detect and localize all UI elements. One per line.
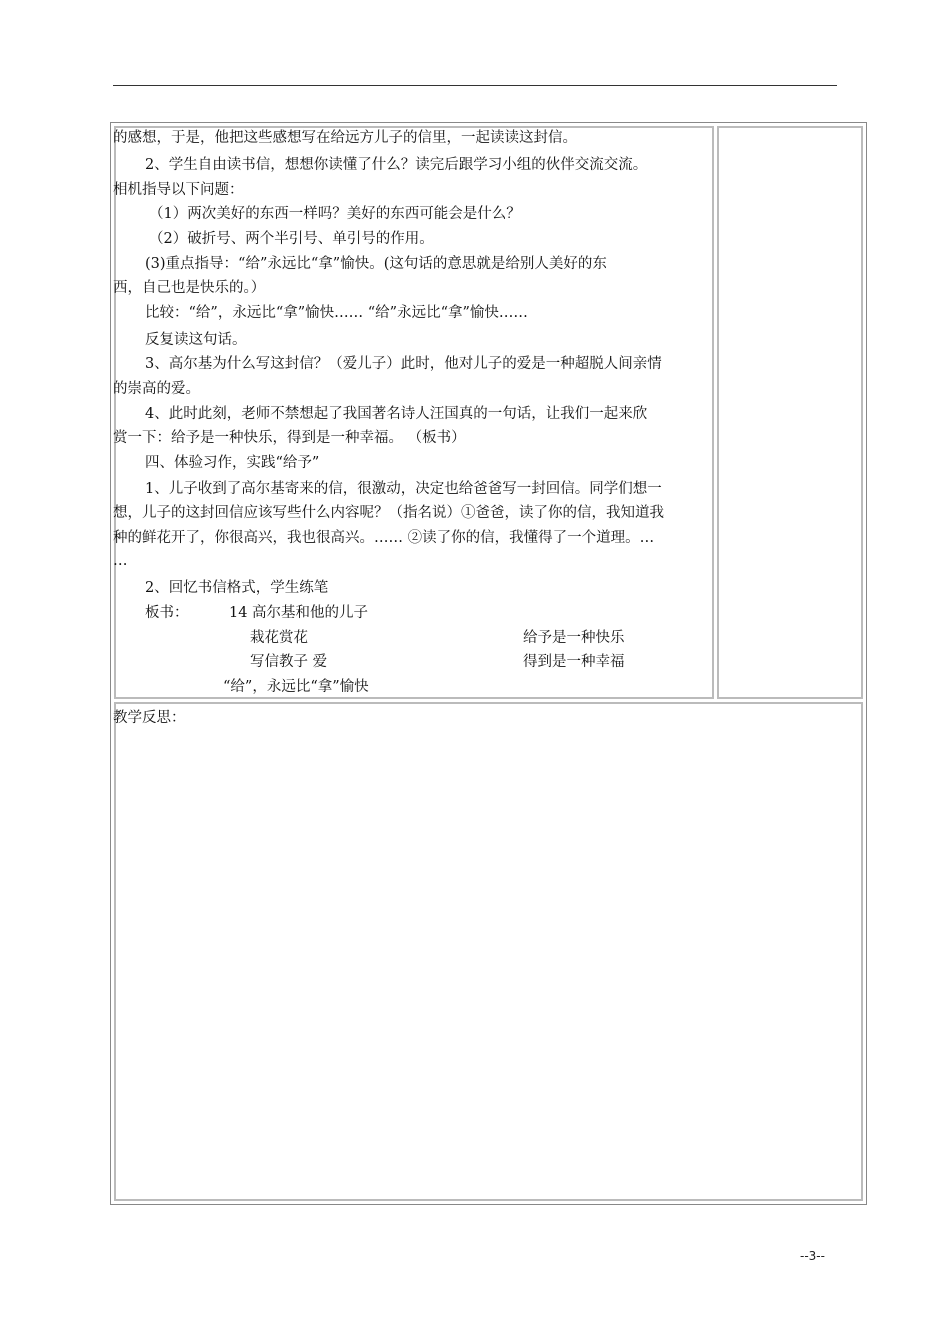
text-line: 赏一下：给予是一种快乐，得到是一种幸福。 （板书） [113, 430, 466, 446]
text-line: (3)重点指导：“给”永远比“拿”愉快。(这句话的意思就是给别人美好的东 [145, 256, 607, 272]
text-line: 2、回忆书信格式，学生练笔 [145, 580, 329, 596]
text-line: 2、学生自由读书信，想想你读懂了什么？读完后跟学习小组的伙伴交流交流。 [145, 157, 648, 173]
text-line: 4、此时此刻，老师不禁想起了我国著名诗人汪国真的一句话，让我们一起来欣 [145, 406, 648, 422]
board-left-2: 写信教子 爱 [250, 654, 328, 670]
board-bottom: “给”，永远比“拿”愉快 [223, 679, 369, 695]
notes-cell [717, 126, 863, 699]
page-number: --3-- [800, 1249, 825, 1263]
text-line: 四、体验习作，实践“给予” [145, 455, 320, 471]
board-label: 板书： [145, 605, 189, 621]
text-line: 种的鲜花开了，你很高兴，我也很高兴。…… ②读了你的信，我懂得了一个道理。… [113, 530, 655, 546]
reflection-label: 教学反思： [113, 710, 186, 726]
text-line: … [113, 553, 128, 569]
text-line: 比较：“给”，永远比“拿”愉快…… “给”永远比“拿”愉快…… [145, 305, 528, 321]
board-right-2: 得到是一种幸福 [523, 654, 625, 670]
board-left-1: 栽花赏花 [250, 630, 308, 646]
text-line: 反复读这句话。 [145, 332, 247, 348]
board-title: 14 高尔基和他的儿子 [229, 605, 369, 621]
text-line: （1）两次美好的东西一样吗？美好的东西可能会是什么？ [149, 206, 521, 222]
header-rule [113, 85, 837, 86]
text-line: 3、高尔基为什么写这封信？（爱儿子）此时，他对儿子的爱是一种超脱人间亲情 [145, 356, 662, 372]
text-line: 的感想，于是，他把这些感想写在给远方儿子的信里，一起读读这封信。 [113, 130, 577, 146]
text-line: 1、儿子收到了高尔基寄来的信，很激动，决定也给爸爸写一封回信。同学们想一 [145, 481, 662, 497]
reflection-cell [114, 702, 863, 1201]
text-line: 想，儿子的这封回信应该写些什么内容呢？（指名说）①爸爸，读了你的信，我知道我 [113, 505, 664, 521]
text-line: 相机指导以下问题： [113, 182, 244, 198]
text-line: 的崇高的爱。 [113, 381, 200, 397]
board-right-1: 给予是一种快乐 [523, 630, 625, 646]
text-line: 西，自己也是快乐的。） [113, 280, 266, 296]
text-line: （2）破折号、两个半引号、单引号的作用。 [149, 231, 434, 247]
